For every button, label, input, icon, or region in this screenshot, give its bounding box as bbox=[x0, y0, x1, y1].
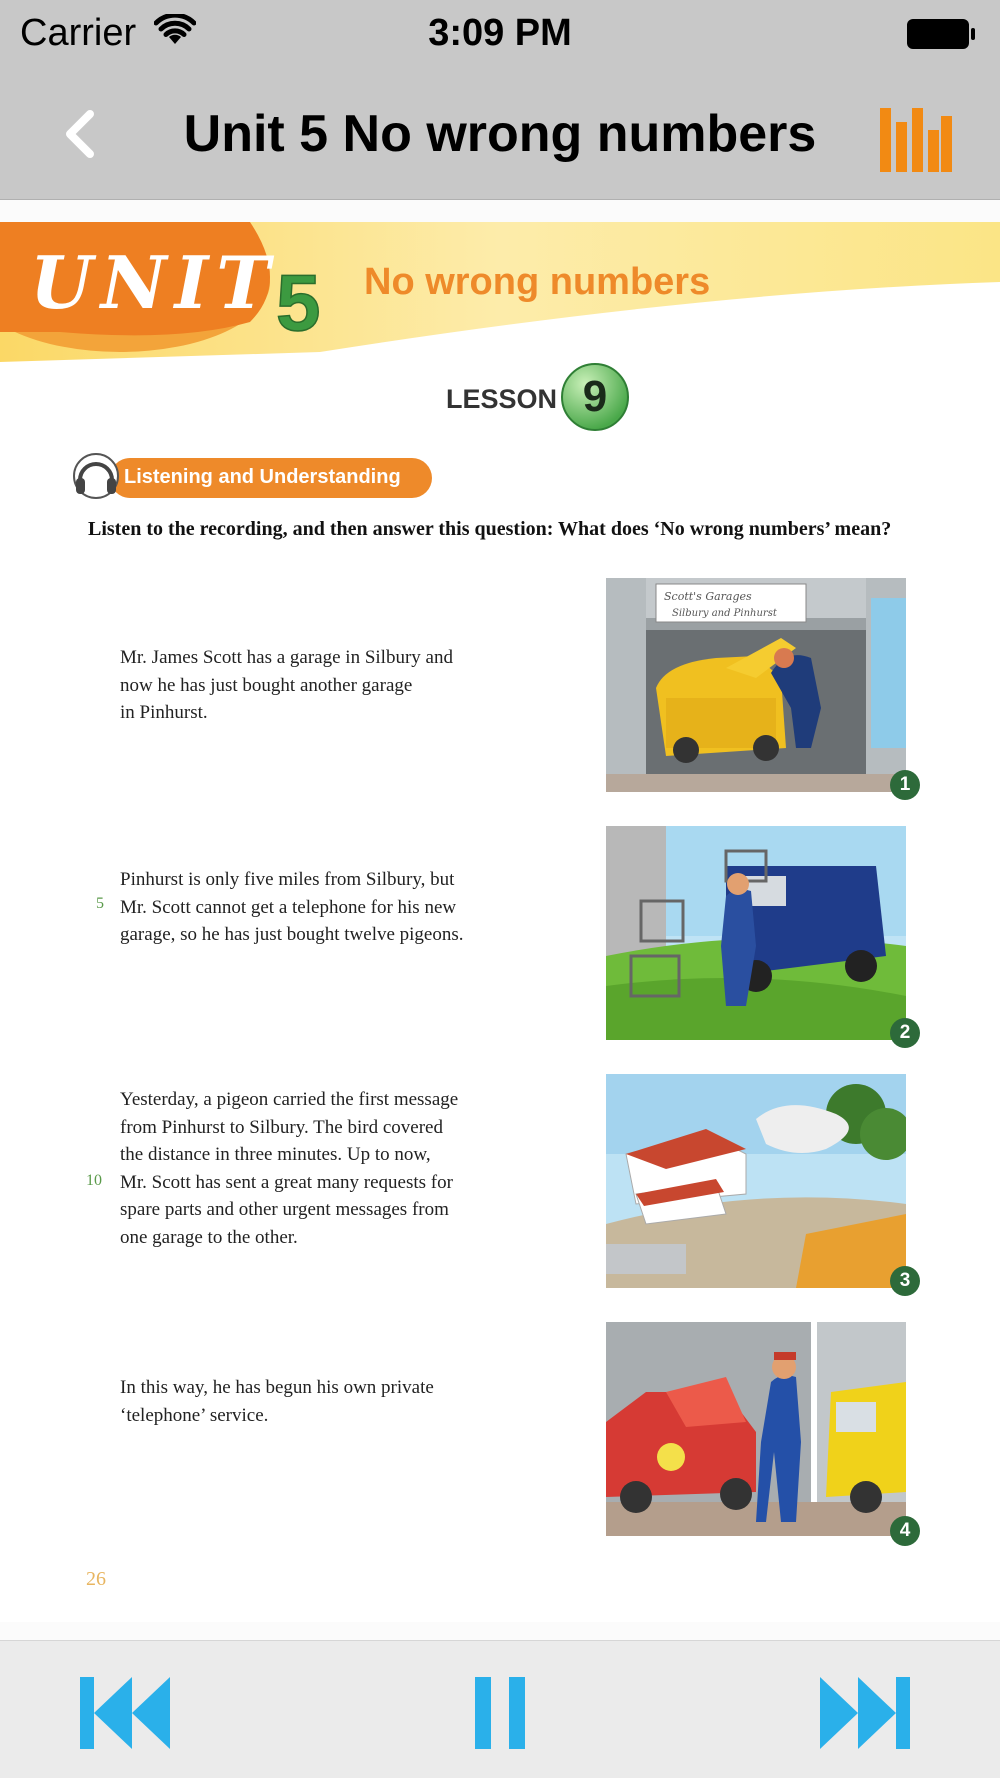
battery-icon bbox=[906, 18, 976, 50]
carrier-label: Carrier bbox=[20, 12, 137, 54]
text-line: garage, so he has just bought twelve pigeons. bbox=[120, 924, 464, 945]
lesson-label: LESSON bbox=[446, 384, 558, 414]
headphone-icon bbox=[70, 450, 120, 502]
back-button[interactable] bbox=[56, 104, 106, 164]
text-line: In this way, he has begun his own private bbox=[120, 1377, 434, 1398]
illustration-garage bbox=[606, 578, 906, 792]
svg-text:UNIT: UNIT bbox=[30, 240, 278, 325]
line-number: 10 bbox=[86, 1172, 102, 1189]
text-line: ‘telephone’ service. bbox=[120, 1404, 269, 1426]
text-line: in Pinhurst. bbox=[120, 702, 208, 723]
picture-number-badge: 2 bbox=[890, 1018, 920, 1048]
picture-number-badge: 1 bbox=[890, 770, 920, 800]
question-text: Listen to the recording, and then answer this question: What does ‘No wrong numbers’ mean? bbox=[88, 518, 892, 540]
paragraph-4 bbox=[120, 1374, 540, 1429]
text-line: now he has just bought another garage bbox=[120, 674, 413, 696]
status-bar bbox=[0, 0, 1000, 68]
book-page bbox=[0, 200, 1000, 1640]
paragraph-1 bbox=[120, 644, 540, 727]
section-label: Listening and Understanding bbox=[124, 466, 401, 488]
svg-text:No wrong numbers: No wrong numbers bbox=[364, 261, 711, 303]
text-line: Pinhurst is only five miles from Silbury, but bbox=[120, 869, 455, 890]
paragraph-3 bbox=[120, 1086, 540, 1251]
text-line: one garage to the other. bbox=[120, 1226, 298, 1248]
svg-text:Silbury and Pinhurst: Silbury and Pinhurst bbox=[672, 608, 777, 619]
picture-number-badge: 3 bbox=[890, 1266, 920, 1296]
illustration-village bbox=[606, 1074, 906, 1288]
paragraph-2 bbox=[120, 866, 540, 949]
lesson-number: 9 bbox=[582, 372, 608, 421]
picture-number-badge: 4 bbox=[890, 1516, 920, 1546]
page-sheet bbox=[0, 222, 1000, 1622]
text-line: the distance in three minutes. Up to now, bbox=[120, 1144, 431, 1165]
pause-button[interactable] bbox=[455, 1675, 545, 1751]
status-time: 3:09 PM bbox=[428, 12, 572, 54]
audio-player-bar bbox=[0, 1640, 1000, 1778]
skip-previous-button[interactable] bbox=[80, 1675, 170, 1751]
page-number: 26 bbox=[86, 1568, 106, 1590]
text-line: Mr. James Scott has a garage in Silbury and bbox=[120, 647, 453, 668]
illustration-pigeons bbox=[606, 826, 906, 1040]
svg-text:Scott's Garages: Scott's Garages bbox=[664, 590, 752, 603]
page-title: Unit 5 No wrong numbers bbox=[183, 105, 817, 163]
text-line: spare parts and other urgent messages from bbox=[120, 1199, 449, 1220]
text-line: from Pinhurst to Silbury. The bird covered bbox=[120, 1116, 443, 1138]
skip-next-button[interactable] bbox=[820, 1675, 910, 1751]
text-line: Yesterday, a pigeon carried the first message bbox=[120, 1089, 459, 1110]
chapter-list-button[interactable] bbox=[880, 108, 952, 172]
navigation-bar bbox=[0, 68, 1000, 200]
illustration-mechanic bbox=[606, 1322, 906, 1536]
text-line: Mr. Scott has sent a great many requests for bbox=[120, 1171, 453, 1193]
line-number: 5 bbox=[96, 895, 104, 912]
svg-text:5: 5 bbox=[276, 258, 321, 347]
text-line: Mr. Scott cannot get a telephone for his new bbox=[120, 896, 457, 918]
unit-banner bbox=[0, 222, 1000, 362]
